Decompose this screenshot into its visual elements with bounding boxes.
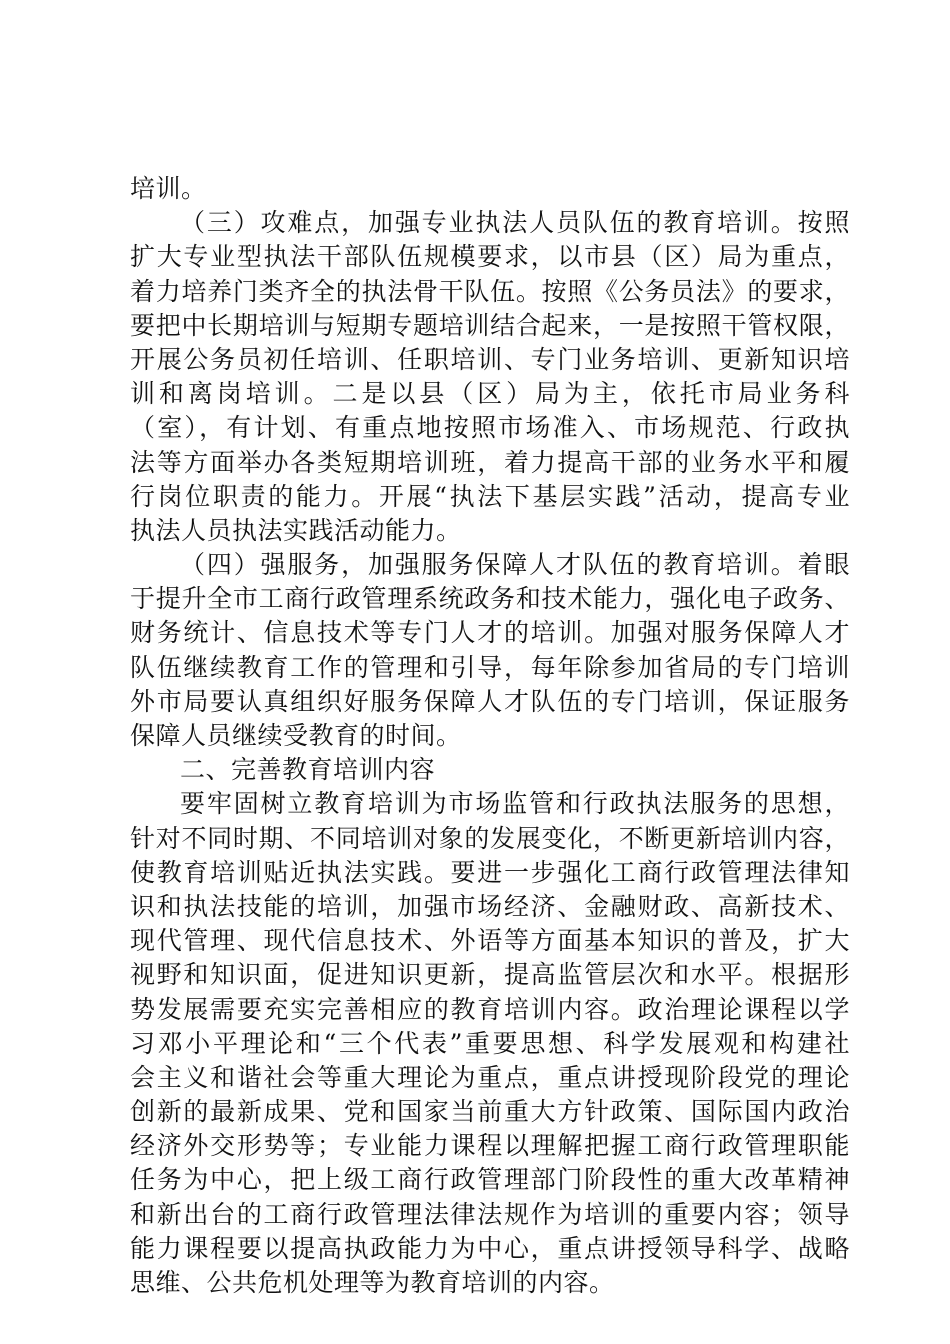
text-line: 执法人员执法实践活动能力。 — [130, 515, 462, 545]
text-line: 训和离岗培训。二是以县（区）局为主，依托市局业务科 — [130, 379, 850, 409]
text-line: 二、完善教育培训内容 — [180, 755, 436, 785]
text-line: 习邓小平理论和“三个代表”重要思想、科学发展观和构建社 — [130, 1028, 850, 1058]
text-line: 势发展需要充实完善相应的教育培训内容。政治理论课程以学 — [130, 994, 850, 1024]
text-line: 财务统计、信息技术等专门人才的培训。加强对服务保障人才 — [130, 618, 850, 648]
text-line: 于提升全市工商行政管理系统政务和技术能力，强化电子政务、 — [130, 584, 850, 614]
text-line: 队伍继续教育工作的管理和引导，每年除参加省局的专门培训 — [130, 652, 850, 682]
text-line: （三）攻难点，加强专业执法人员队伍的教育培训。按照 — [180, 208, 850, 238]
text-line: 开展公务员初任培训、任职培训、专门业务培训、更新知识培 — [130, 344, 850, 374]
text-line: 培训。 — [130, 174, 207, 203]
text-line: 视野和知识面，促进知识更新，提高监管层次和水平。根据形 — [130, 960, 850, 990]
text-line: 着力培养门类齐全的执法骨干队伍。按照《公务员法》的要求， — [130, 276, 850, 306]
text-line: 法等方面举办各类短期培训班，着力提高干部的业务水平和履 — [130, 447, 850, 477]
text-line: 会主义和谐社会等重大理论为重点，重点讲授现阶段党的理论 — [130, 1062, 850, 1092]
text-line: 经济外交形势等；专业能力课程以理解把握工商行政管理职能 — [130, 1131, 850, 1161]
text-line: 思维、公共危机处理等为教育培训的内容。 — [130, 1268, 615, 1297]
text-line: 扩大专业型执法干部队伍规模要求，以市县（区）局为重点， — [130, 242, 850, 272]
text-line: 识和执法技能的培训，加强市场经济、金融财政、高新技术、 — [130, 891, 850, 921]
text-line: （室），有计划、有重点地按照市场准入、市场规范、行政执 — [130, 413, 850, 443]
text-line: 任务为中心，把上级工商行政管理部门阶段性的重大改革精神 — [130, 1165, 850, 1195]
text-line: （四）强服务，加强服务保障人才队伍的教育培训。着眼 — [180, 550, 850, 580]
text-line: 针对不同时期、不同培训对象的发展变化，不断更新培训内容， — [130, 823, 850, 853]
text-line: 要把中长期培训与短期专题培训结合起来，一是按照干管权限， — [130, 310, 850, 340]
text-line: 行岗位职责的能力。开展“执法下基层实践”活动，提高专业 — [130, 481, 850, 511]
document-body — [130, 172, 850, 1300]
text-line: 使教育培训贴近执法实践。要进一步强化工商行政管理法律知 — [130, 857, 850, 887]
text-line: 和新出台的工商行政管理法律法规作为培训的重要内容；领导 — [130, 1199, 850, 1229]
text-line: 现代管理、现代信息技术、外语等方面基本知识的普及，扩大 — [130, 926, 850, 956]
text-line: 创新的最新成果、党和国家当前重大方针政策、国际国内政治 — [130, 1097, 850, 1127]
text-line: 保障人员继续受教育的时间。 — [130, 721, 462, 750]
text-line: 外市局要认真组织好服务保障人才队伍的专门培训，保证服务 — [130, 686, 850, 716]
text-line: 能力课程要以提高执政能力为中心，重点讲授领导科学、战略 — [130, 1233, 850, 1263]
text-line: 要牢固树立教育培训为市场监管和行政执法服务的思想， — [180, 789, 850, 819]
